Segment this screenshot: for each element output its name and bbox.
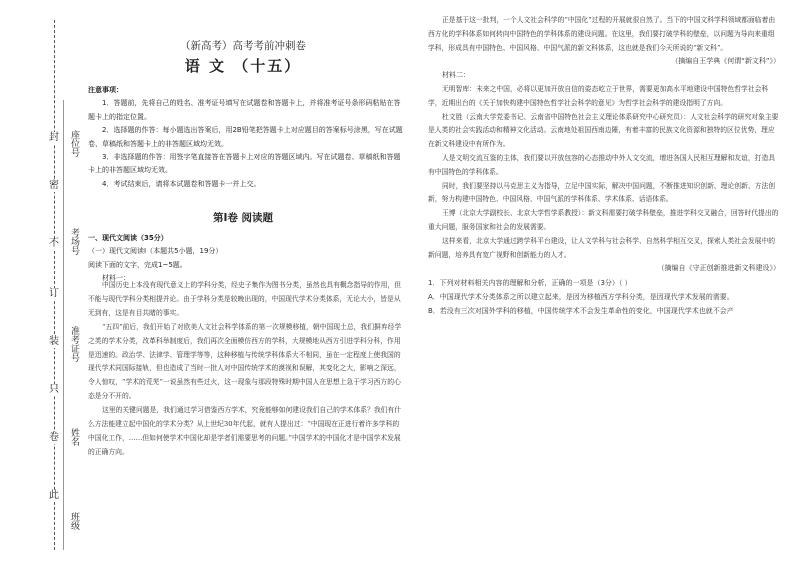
instructions-heading: 注意事项： xyxy=(88,86,123,94)
seal-char: 订 xyxy=(45,288,63,300)
exam-title: 语 文 （十五） xyxy=(184,57,302,75)
section-header xyxy=(88,232,404,286)
source-citation: （摘编自王学典《何谓“新文科”》） xyxy=(671,57,780,66)
seal-char: 不 xyxy=(45,238,63,250)
reading-instruction: 阅读下面的文字，完成1~5题。 xyxy=(88,260,187,269)
seal-char: 此 xyxy=(45,490,63,502)
paragraph: 这样来看，北京大学通过跨学科平台建设，让人文学科与社会科学、自然科学相互交叉，探索人类社会发展中的新问题，培养具有宽广视野和创新能力的人才。 xyxy=(428,236,776,259)
seal-char: 只 xyxy=(45,384,63,396)
instruction-item: 4．考试结束后，请将本试题卷和答题卡一并上交。 xyxy=(102,179,261,188)
section-heading: 一、现代文阅读（35分） xyxy=(88,234,168,242)
seal-char: 封 xyxy=(45,132,63,144)
paragraph: 中国历史上本没有现代意义上的学科分类，经史子集作为图书分类，虽然也具有概念指导的作用，但不能与现代学科分类相提并论。由于学科分类是较晚出现的，中国现代学术分类体系，无论大小，皆是从无到有，这是有目共睹的事实。 xyxy=(88,281,402,317)
material-label: 材料二： xyxy=(442,71,470,80)
paragraph: “五四”前后，我们开始了对欧美人文社会科学体系的第一次规模移植，朝中国现土总，我们摒弃经学之类的学术分类，改革科举制度后，我们再次全面模仿西方的学科，大规模地从西方引进学科分科，作用是迅速的。政治学、法律学、管理学等等，这种移植与传统学科体系大不相同，虽在一定程度上使我国的现代学术同国际接轨，但也造成了当时一批人对中国传统学术的漠视和误解，其变化之大，影响之深远，令人惊叹，“学术的荒芜”一说虽然有些过火，这一现象与那段特殊时期中国人在思想上急于学习西方的心态是分不开的。 xyxy=(88,322,402,401)
instructions xyxy=(88,84,404,191)
subsection-heading: （一）现代文阅读Ⅰ（本题共5小题，19分） xyxy=(88,247,223,256)
paragraph: 杜文胜（云南大学党委书记、云南省中国特色社会主义理论体系研究中心研究员）：人文社会科学的研究对象主要是人类的社会实践活动和精神文化活动。云南地处祖国西南边陲，有着丰富的民族文化资源和独特的区位优势，理应在新文科建设中有所作为。 xyxy=(428,112,779,149)
paragraph: 正是基于这一批判，一个人文社会科学的“中国化”过程的开展就很自然了。当下的中国文科学科领域都面临着由西方化的学科体系如何转向中国特色的学科体系的建设问题。在这里，我们要打破学科的壁垒，以问题为导向来重组学科，形成具有中国特色、中国风格、中国气派的新文科体系，这也就是我们今天所说的“新文科”。 xyxy=(428,16,776,52)
source-citation: （摘编自《守正创新推进新文科建设》） xyxy=(657,264,780,273)
paragraph: 王博（北京大学副校长、北京大学哲学系教授）：新文科需要打破学科壁垒，推进学科交叉融合，回答时代提出的重大问题，服务国家和社会的发展需要。 xyxy=(428,209,779,231)
seal-char: 卷 xyxy=(45,432,63,444)
paragraph: 这里的关键问题是，我们通过学习借鉴西方学术，究竟能够如何建设我们自己的学术体系？我们有什么方法能建立起中国化的学术分类？从上世纪30年代起，就有人提出过：“中国现在正进行着许多学科的中国化工作，……但如何使学术中国化却是学者们需要思考的问题。”中国学术的中国化才是中国学术发展的正确方向。 xyxy=(88,406,402,456)
paragraph: 同时，我们要坚持以马克思主义为指导，立足中国实际，解决中国问题，不断推进知识创新、理论创新、方法创新，努力构建中国特色、中国风格、中国气派的学科体系、学术体系、话语体系。 xyxy=(428,181,776,204)
seat-number-label: 座位号 xyxy=(69,130,79,157)
passage-text xyxy=(88,279,404,460)
admission-number-label: 准考证号 xyxy=(69,326,79,362)
question-stem: 1．下列对材料相关内容的理解和分析，正确的一项是（3分）（ ） xyxy=(428,279,632,288)
part-title: 第Ⅰ卷 阅读题 xyxy=(212,212,274,224)
instruction-item: 2．选择题的作答：每小题选出答案后，用2B铅笔把答题卡上对应题目的答案标号涂黑，写在试题卷、草稿纸和答题卡上的非答题区域均无效。 xyxy=(88,126,403,148)
answer-option: B．若没有三次对国外学科的移植，中国传统学术不会发生革命性的变化，中国现代学术也就不会产 xyxy=(428,307,734,316)
answer-option: A．中国现代学术分类体系之所以建立起来，是因为移植西方学科分类，是因现代学术发展的需要。 xyxy=(428,293,734,302)
field-line xyxy=(63,100,64,550)
paragraph: 人是文明交流互鉴的主体，我们要以开放包容的心态推动中外人文交流，增进各国人民相互理解和友谊，打造具有中国特色的学科体系。 xyxy=(428,153,776,176)
paragraph: 无明智库：未来之中国，必将以更加开放自信的姿态屹立于世界，需要更加高水平地建设中国特色哲学社会科学，近期出台的《关于加快构建中国特色哲学社会科学的意见》为哲学社会科学的建设指明了方向。 xyxy=(428,84,769,107)
seal-char: 装 xyxy=(45,336,63,348)
material-label: 材料一： xyxy=(102,274,130,283)
seal-char: 密 xyxy=(45,180,63,192)
exam-room-label: 考场号 xyxy=(69,228,79,255)
exam-subtitle: （新高考）高考考前冲刺卷 xyxy=(180,40,306,52)
passage-text xyxy=(428,14,780,318)
instruction-item: 3．非选择题的作答：用签字笔直接答在答题卡上对应的答题区域内。写在试题卷、草稿纸和答题卡上的非答题区域均无效。 xyxy=(88,153,401,175)
instruction-item: 1．答题前，先将自己的姓名、准考证号填写在试题卷和答题卡上，并将准考证号条形码粘贴在答题卡上的指定位置。 xyxy=(88,99,401,121)
seal-dashed-line xyxy=(54,20,55,550)
class-label: 班级 xyxy=(69,512,79,530)
binding-margin xyxy=(0,0,82,562)
name-label: 姓名 xyxy=(69,428,79,446)
